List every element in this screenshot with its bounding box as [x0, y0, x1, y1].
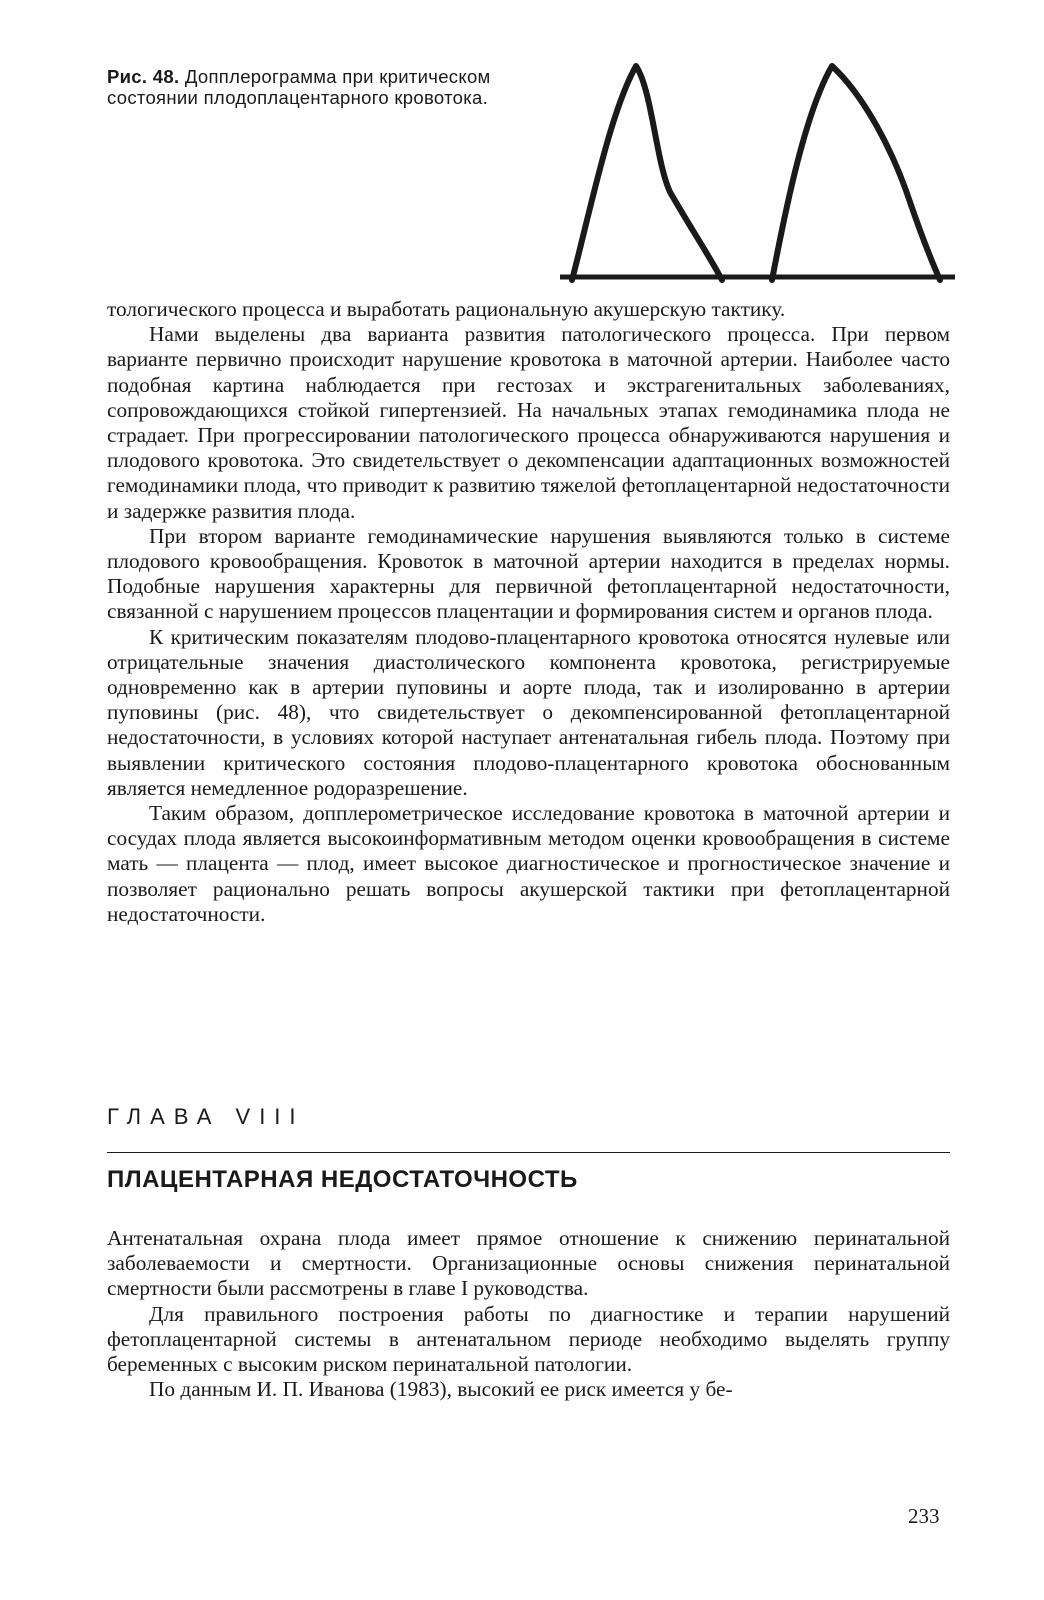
figure-caption	[107, 66, 527, 108]
chapter-title: ПЛАЦЕНТАРНАЯ НЕДОСТАТОЧНОСТЬ	[107, 1166, 578, 1193]
figure-caption-text: Допплерограмма при критическом состоянии плодоплацентарного кровотока.	[107, 66, 491, 108]
paragraph: Таким образом, допплерометрическое исследование кровотока в маточной артерии и сосудах плода является высокоинформативным методом оценки кровообращения в системе мать — плацента — плод, имеет высокое диагностическое и прогностическое значение и позволяет рационально решать вопросы акушерской тактики при фетоплацентарной недостаточности.	[107, 801, 950, 926]
doppler-waveform-figure	[560, 52, 980, 292]
paragraph: Нами выделены два варианта развития патологического процесса. При первом варианте первично происходит нарушение кровотока в маточной артерии. Наиболее часто подобная картина наблюдается при гестозах и экстрагенитальных заболеваниях, сопровождающихся стойкой гипертензией. На начальных этапах гемодинамика плода не страдает. При прогрессировании патологического процесса обнаруживаются нарушения и плодового кровотока. Это свидетельствует о декомпенсации адаптационных возможностей гемодинамики плода, что приводит к развитию тяжелой фетоплацентарной недостаточности и задержке развития плода.	[107, 322, 950, 523]
figure-label: Рис. 48.	[107, 66, 180, 87]
chapter-label: ГЛАВА VIII	[107, 1104, 305, 1129]
paragraph: К критическим показателям плодово-плацентарного кровотока относятся нулевые или отрицательные значения диастолического компонента кровотока, регистрируемые одновременно как в артерии пуповины и аорте плода, так и изолированно в артерии пуповины (рис. 48), что свидетельствует о декомпенсированной фетоплацентарной недостаточности, в условиях которой наступает антенатальная гибель плода. Поэтому при выявлении критического состояния плодово-плацентарного кровотока обоснованным является немедленное родоразрешение.	[107, 624, 950, 800]
page-number: 233	[908, 1504, 940, 1528]
doppler-waveform-trace	[572, 66, 940, 280]
body-text	[107, 297, 950, 927]
paragraph: тологического процесса и выработать рациональную акушерскую тактику.	[107, 297, 786, 321]
paragraph: Для правильного построения работы по диагностике и терапии нарушений фетоплацентарной системы в антенатальном периоде необходимо выделять группу беременных с высоким риском перинатальной патологии.	[107, 1301, 950, 1377]
paragraph: При втором варианте гемодинамические нарушения выявляются только в системе плодового кровообращения. Кровоток в маточной артерии находится в пределах нормы. Подобные нарушения характерны для первичной фетоплацентарной недостаточности, связанной с нарушением процессов плацентации и формирования систем и органов плода.	[107, 523, 950, 624]
chapter-divider	[107, 1152, 950, 1153]
paragraph: Антенатальная охрана плода имеет прямое отношение к снижению перинатальной заболеваемости и смертности. Организационные основы снижения перинатальной смертности были рассмотрены в главе I руководства.	[107, 1226, 950, 1301]
chapter-text	[107, 1226, 950, 1402]
paragraph: По данным И. П. Иванова (1983), высокий ее риск имеется у бе-	[149, 1377, 733, 1402]
